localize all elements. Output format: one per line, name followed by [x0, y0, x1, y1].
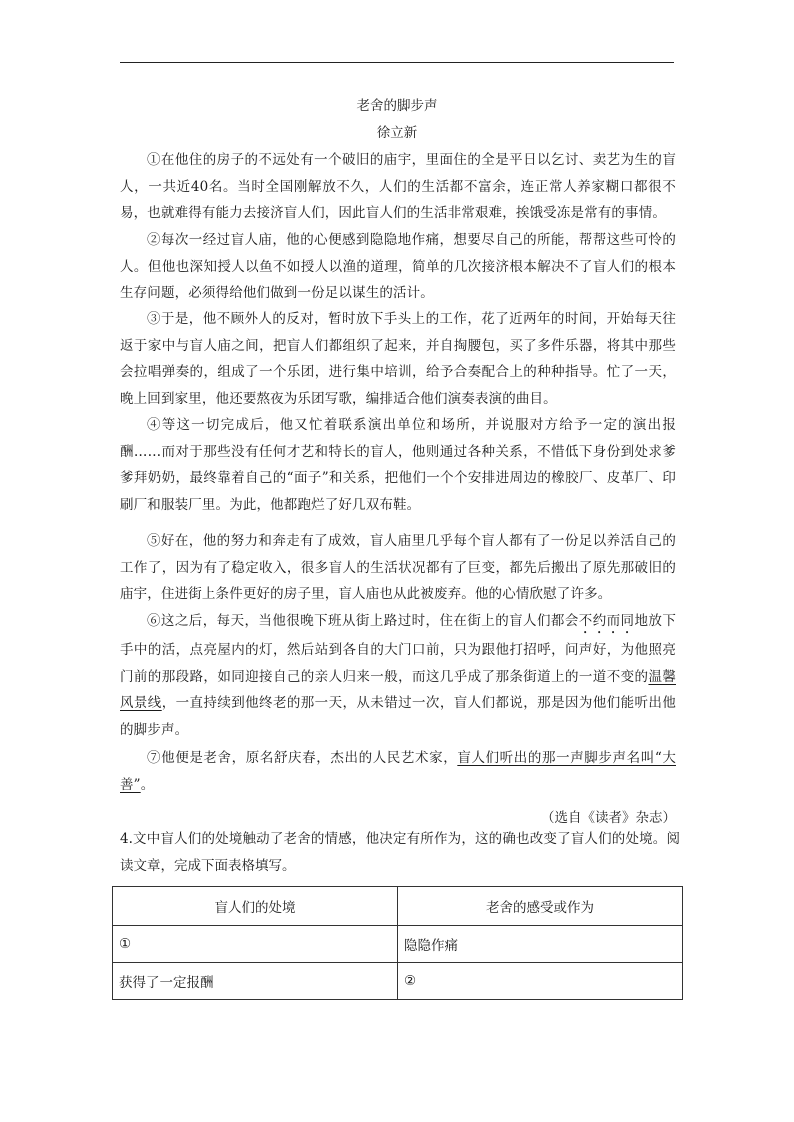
article-source: （选自《读者》杂志）	[541, 810, 676, 826]
article-title: 老舍的脚步声	[356, 98, 438, 114]
paragraph-1: ①在他住的房子的不远处有一个破旧的庙宇，里面住的全是平日以乞讨、卖艺为生的盲人，一共近40名。当时全国刚解放不久，人们的生活都不富余，连正常人养家糊口都很不易，也就难得有能力去接济盲人们，因此盲人们的生活非常艰难，挨饿受冻是常有的事情。	[120, 152, 676, 221]
p7-text-2: 。	[140, 776, 155, 793]
emphasized-phrase: 不约而同	[578, 613, 635, 629]
header-rule	[120, 62, 674, 63]
underlined-phrase-great-kindness: 盲人们听出的那一声脚步声名叫“大善”	[120, 750, 676, 793]
table-header-row	[113, 887, 683, 926]
paragraph-2: ②每次一经过盲人庙，他的心便感到隐隐地作痛，想要尽自己的所能，帮帮这些可怜的人。但他也深知授人以鱼不如授人以渔的道理，简单的几次接济根本解决不了盲人们的根本生存问题，必须得给他们做到一份足以谋生的活计。	[120, 232, 676, 301]
table-row	[113, 963, 683, 1000]
cell-blank-1[interactable]: ①	[113, 926, 398, 963]
cell-situation-2: 获得了一定报酬	[113, 963, 398, 1000]
table-row	[113, 926, 683, 963]
paragraph-7	[120, 745, 676, 798]
paragraph-3: ③于是，他不顾外人的反对，暂时放下手头上的工作，花了近两年的时间，开始每天往返于家中与盲人庙之间，把盲人们都组织了起来，并自掏腰包，买了多件乐器，将其中那些会拉唱弹奏的，组成了一个乐团，进行集中培训，给予合奏配合上的种种指导。忙了一天，晚上回到家里，他还要熬夜为乐团写歌，编排适合他们演奏表演的曲目。	[120, 311, 676, 407]
paragraph-4: ④等这一切完成后，他又忙着联系演出单位和场所，并说服对方给予一定的演出报酬……而对于那些没有任何才艺和特长的盲人，他则通过各种关系，不惜低下身份到处求爹爹拜奶奶，最终靠着自己的“面子”和关系，把他们一个个安排进周边的橡胶厂、皮革厂、印刷厂和服装厂里。为此，他都跑烂了好几双布鞋。	[120, 417, 676, 513]
article-author: 徐立新	[376, 125, 418, 141]
p6-text-3: ，一直持续到他终老的那一天，从未错过一次，盲人们都说，那是因为他们能听出他的脚步声。	[120, 695, 676, 738]
question-4: 4.文中盲人们的处境触动了老舍的情感，他决定有所作为，这的确也改变了盲人们的处境。阅读文章，完成下面表格填写。	[120, 831, 680, 874]
header-response: 老舍的感受或作为	[398, 887, 683, 926]
cell-blank-2[interactable]: ②	[398, 963, 683, 1000]
cell-response-1: 隐隐作痛	[398, 926, 683, 963]
p7-text-1: ⑦他便是老舍，原名舒庆春，杰出的人民艺术家，	[147, 750, 458, 766]
paragraph-5: ⑤好在，他的努力和奔走有了成效，盲人庙里几乎每个盲人都有了一份足以养活自己的工作了，因为有了稳定收入，很多盲人的生活状况都有了巨变，都先后搬出了原先那破旧的庙宇，住进街上条件更好的房子里，盲人庙也从此被废弃。他的心情欣慰了许多。	[120, 533, 676, 602]
p6-text-2: 地放下手中的活，点亮屋内的灯，然后站到各自的大门口前，只为跟他打招呼，问声好，为他照亮门前的那段路，如同迎接自己的亲人归来一般，而这几乎成了那条街道上的一道不变的	[120, 613, 676, 685]
p6-text-1: ⑥这之后，每天，当他很晚下班从街上路过时，住在街上的盲人们都会	[147, 613, 579, 629]
header-situation: 盲人们的处境	[113, 887, 398, 926]
underlined-phrase-scenery: 温馨风景线	[120, 668, 676, 711]
paragraph-6	[120, 608, 676, 743]
answer-table	[112, 886, 683, 1000]
